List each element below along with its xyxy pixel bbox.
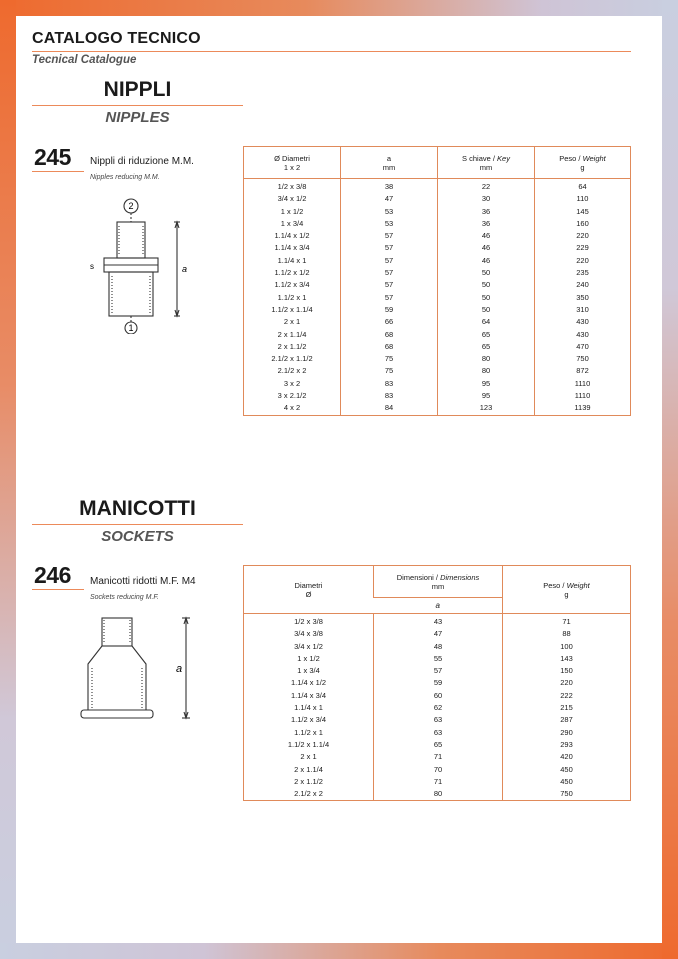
table-cell: 80 [438, 353, 535, 365]
table-row [244, 702, 631, 714]
drawing-label-a: a [182, 264, 188, 274]
table-cell: 1.1/4 x 3/4 [290, 690, 327, 700]
table-cell: 1 x 1/2 [280, 206, 304, 216]
table-cell: 1.1/2 x 1/2 [274, 268, 310, 278]
table-cell: 57 [374, 665, 503, 677]
table-row [244, 390, 631, 402]
table-row [244, 255, 631, 267]
table-cell: 60 [374, 690, 503, 702]
table-cell: 50 [438, 267, 535, 279]
table-row [244, 292, 631, 304]
table-cell: 66 [341, 316, 438, 328]
table-cell: 57 [341, 267, 438, 279]
table-cell: 1139 [535, 402, 631, 415]
table-row [244, 341, 631, 353]
table-cell: 2 x 1.1/2 [294, 776, 323, 786]
table-row [244, 690, 631, 702]
table-cell: 430 [535, 316, 631, 328]
product-code-245: 245 [34, 144, 71, 170]
table-cell: 145 [535, 206, 631, 218]
col-header-weight: Peso / Weight g [535, 147, 631, 179]
table-row [244, 230, 631, 242]
product-code-246: 246 [34, 562, 71, 588]
table-cell: 64 [535, 179, 631, 194]
table-row [244, 353, 631, 365]
table-cell: 293 [503, 739, 631, 751]
table-cell: 65 [374, 739, 503, 751]
table-row [244, 764, 631, 776]
sockets-spec-table [243, 565, 631, 801]
table-row [244, 614, 631, 629]
product-name: Manicotti ridotti M.F. M4 [90, 576, 196, 587]
table-cell: 220 [535, 255, 631, 267]
section-title-manicotti: MANICOTTI [79, 497, 196, 520]
table-cell: 80 [374, 788, 503, 801]
table-cell: 22 [438, 179, 535, 194]
table-cell: 30 [438, 193, 535, 205]
product-name-en: Nipples reducing M.M. [90, 174, 160, 181]
table-cell: 222 [503, 690, 631, 702]
table-cell: 3 x 2 [283, 378, 301, 388]
table-cell: 110 [535, 193, 631, 205]
table-cell: 1.1/4 x 1/2 [290, 678, 327, 688]
table-row [244, 206, 631, 218]
col-header-a: a mm [341, 147, 438, 179]
table-cell: 63 [374, 714, 503, 726]
table-row [244, 739, 631, 751]
table-cell: 43 [374, 614, 503, 629]
table-cell: 53 [341, 206, 438, 218]
table-cell: 75 [341, 353, 438, 365]
table-cell: 1 x 3/4 [297, 666, 320, 676]
table-cell: 3/4 x 1/2 [294, 641, 323, 651]
table-cell: 290 [503, 727, 631, 739]
table-cell: 59 [341, 304, 438, 316]
table-cell: 470 [535, 341, 631, 353]
table-cell: 2.1/2 x 2 [277, 366, 307, 376]
catalogue-title: CATALOGO TECNICO [32, 30, 201, 47]
table-cell: 57 [341, 255, 438, 267]
table-row [244, 365, 631, 377]
table-cell: 310 [535, 304, 631, 316]
drawing-label-1: 1 [128, 323, 134, 333]
table-cell: 100 [503, 641, 631, 653]
table-cell: 57 [341, 292, 438, 304]
nipples-spec-table [243, 146, 631, 416]
col-subheader-a: a [374, 598, 503, 614]
col-header-dimensions: Dimensioni / Dimensions mm [374, 566, 503, 598]
table-cell: 2 x 1 [283, 317, 301, 327]
table-cell: 1.1/2 x 3/4 [274, 280, 310, 290]
table-cell: 75 [341, 365, 438, 377]
table-cell: 62 [374, 702, 503, 714]
table-cell: 2 x 1.1/4 [294, 764, 323, 774]
table-cell: 123 [438, 402, 535, 415]
table-cell: 1.1/4 x 3/4 [274, 243, 310, 253]
table-row [244, 179, 631, 194]
table-cell: 2 x 1.1/2 [277, 341, 307, 351]
table-cell: 57 [341, 242, 438, 254]
table-cell: 450 [503, 764, 631, 776]
table-cell: 2.1/2 x 1.1/2 [271, 354, 313, 364]
table-row [244, 193, 631, 205]
table-cell: 450 [503, 776, 631, 788]
table-row [244, 714, 631, 726]
table-cell: 750 [503, 788, 631, 801]
title-divider [32, 51, 631, 52]
table-cell: 750 [535, 353, 631, 365]
table-cell: 872 [535, 365, 631, 377]
page-frame-right [662, 0, 678, 959]
table-cell: 2 x 1.1/4 [277, 329, 307, 339]
catalogue-page [16, 16, 662, 943]
table-row [244, 378, 631, 390]
page-frame-left [0, 0, 16, 959]
page-frame-top [0, 0, 678, 16]
table-cell: 1 x 1/2 [297, 653, 320, 663]
table-cell: 53 [341, 218, 438, 230]
table-cell: 88 [503, 628, 631, 640]
table-cell: 1.1/2 x 1.1/4 [287, 739, 330, 749]
table-cell: 70 [374, 764, 503, 776]
table-cell: 50 [438, 304, 535, 316]
table-cell: 95 [438, 378, 535, 390]
table-cell: 229 [535, 242, 631, 254]
table-cell: 68 [341, 341, 438, 353]
table-cell: 65 [438, 341, 535, 353]
table-cell: 84 [341, 402, 438, 415]
table-cell: 1.1/4 x 1 [277, 255, 307, 265]
table-row [244, 776, 631, 788]
table-cell: 59 [374, 677, 503, 689]
table-row [244, 218, 631, 230]
table-cell: 3/4 x 1/2 [277, 194, 307, 204]
col-header-diameter: Diametri Ø [244, 566, 374, 614]
drawing-label-2: 2 [128, 201, 134, 211]
table-cell: 95 [438, 390, 535, 402]
table-cell: 1.1/2 x 1 [294, 727, 323, 737]
table-cell: 1.1/4 x 1 [294, 703, 323, 713]
table-cell: 47 [374, 628, 503, 640]
table-row [244, 653, 631, 665]
table-row [244, 788, 631, 801]
table-cell: 46 [438, 242, 535, 254]
table-cell: 3/4 x 3/8 [294, 629, 323, 639]
col-header-weight: Peso / Weight g [503, 566, 631, 614]
table-row [244, 329, 631, 341]
table-row [244, 316, 631, 328]
table-cell: 4 x 2 [283, 403, 301, 413]
table-cell: 1 x 3/4 [280, 218, 304, 228]
table-cell: 64 [438, 316, 535, 328]
catalogue-subtitle: Tecnical Catalogue [32, 54, 137, 66]
table-cell: 350 [535, 292, 631, 304]
table-cell: 1.1/2 x 3/4 [290, 715, 327, 725]
table-cell: 2.1/2 x 2 [294, 789, 323, 799]
table-row [244, 677, 631, 689]
table-cell: 150 [503, 665, 631, 677]
table-cell: 46 [438, 255, 535, 267]
product-name: Nippli di riduzione M.M. [90, 156, 194, 167]
table-cell: 1.1/2 x 1.1/4 [271, 304, 313, 314]
section-subtitle-nipples: NIPPLES [105, 109, 170, 126]
table-row [244, 628, 631, 640]
table-cell: 46 [438, 230, 535, 242]
table-cell: 2 x 1 [300, 752, 317, 762]
table-cell: 71 [374, 776, 503, 788]
table-row [244, 641, 631, 653]
col-header-key: S chiave / Key mm [438, 147, 535, 179]
table-cell: 420 [503, 751, 631, 763]
drawing-label-s: s [90, 262, 94, 271]
section-subtitle-sockets: SOCKETS [101, 528, 174, 545]
nipple-technical-drawing [82, 194, 192, 334]
table-row [244, 304, 631, 316]
section-divider [32, 105, 243, 106]
table-row [244, 751, 631, 763]
section-divider [32, 524, 243, 525]
code-divider [32, 589, 84, 590]
table-row [244, 242, 631, 254]
table-cell: 3 x 2.1/2 [277, 391, 307, 401]
table-cell: 1.1/2 x 1 [277, 292, 307, 302]
table-cell: 50 [438, 279, 535, 291]
table-cell: 215 [503, 702, 631, 714]
table-cell: 160 [535, 218, 631, 230]
table-cell: 1/2 x 3/8 [277, 182, 307, 191]
table-cell: 63 [374, 727, 503, 739]
table-cell: 80 [438, 365, 535, 377]
table-cell: 36 [438, 218, 535, 230]
table-row [244, 267, 631, 279]
table-cell: 55 [374, 653, 503, 665]
code-divider [32, 171, 84, 172]
product-name-en: Sockets reducing M.F. [90, 594, 159, 601]
table-cell: 57 [341, 230, 438, 242]
table-row [244, 402, 631, 415]
table-cell: 38 [341, 179, 438, 194]
table-cell: 65 [438, 329, 535, 341]
drawing-label-a: a [176, 663, 183, 675]
table-cell: 36 [438, 206, 535, 218]
table-cell: 48 [374, 641, 503, 653]
col-header-diameter: Ø Diametri 1 x 2 [244, 147, 341, 179]
table-cell: 71 [374, 751, 503, 763]
table-cell: 220 [503, 677, 631, 689]
page-frame-bottom [0, 943, 678, 959]
table-cell: 68 [341, 329, 438, 341]
table-cell: 1.1/4 x 1/2 [274, 231, 310, 241]
table-cell: 1/2 x 3/8 [294, 617, 323, 626]
table-cell: 220 [535, 230, 631, 242]
table-cell: 83 [341, 390, 438, 402]
table-cell: 235 [535, 267, 631, 279]
table-cell: 1110 [535, 378, 631, 390]
table-row [244, 279, 631, 291]
table-cell: 143 [503, 653, 631, 665]
table-cell: 240 [535, 279, 631, 291]
table-cell: 83 [341, 378, 438, 390]
section-title-nippli: NIPPLI [103, 78, 172, 101]
table-cell: 1110 [535, 390, 631, 402]
socket-technical-drawing [76, 612, 196, 732]
table-cell: 430 [535, 329, 631, 341]
table-cell: 71 [503, 614, 631, 629]
table-row [244, 727, 631, 739]
table-cell: 57 [341, 279, 438, 291]
table-cell: 50 [438, 292, 535, 304]
table-cell: 47 [341, 193, 438, 205]
table-cell: 287 [503, 714, 631, 726]
table-row [244, 665, 631, 677]
